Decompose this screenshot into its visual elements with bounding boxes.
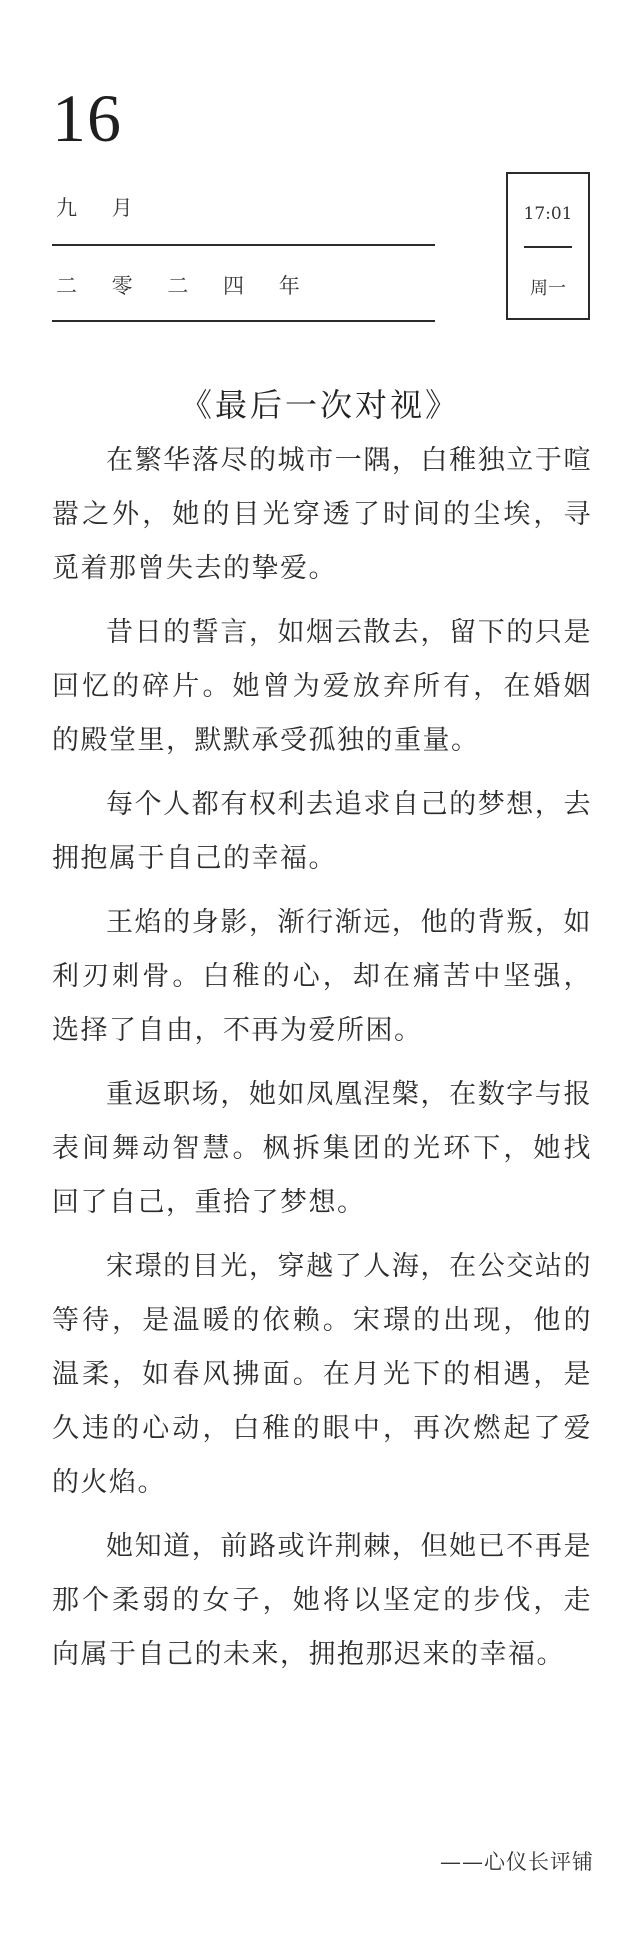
time-box-divider <box>524 246 572 248</box>
divider-line <box>52 320 435 322</box>
date-year: 二 零 二 四 年 <box>56 274 314 298</box>
paragraph-5: 重返职场，她如凤凰涅槃，在数字与报表间舞动智慧。枫拆集团的光环下，她找回了自己，重拾了梦想。 <box>52 1079 592 1218</box>
paragraph-2: 昔日的誓言，如烟云散去，留下的只是回忆的碎片。她曾为爱放弃所有，在婚姻的殿堂里，默默承受孤独的重量。 <box>52 617 592 756</box>
article-body <box>52 434 592 1692</box>
date-day: 16 <box>52 80 122 156</box>
signature: ——心仪长评铺 <box>440 1850 594 1874</box>
paragraph-4: 王焰的身影，渐行渐远，他的背叛，如利刃刺骨。白稚的心，却在痛苦中坚强，选择了自由，不再为爱所困。 <box>52 907 592 1046</box>
article-title: 《最后一次对视》 <box>179 386 460 424</box>
paragraph-3: 每个人都有权利去追求自己的梦想，去拥抱属于自己的幸福。 <box>52 789 592 874</box>
weekday-label: 周一 <box>530 278 566 299</box>
paragraph-7: 她知道，前路或许荆棘，但她已不再是那个柔弱的女子，她将以坚定的步伐，走向属于自己的未来，拥抱那迟来的幸福。 <box>52 1531 592 1670</box>
paragraph-6: 宋璟的目光，穿越了人海，在公交站的等待，是温暖的依赖。宋璟的出现，他的温柔，如春风拂面。在月光下的相遇，是久违的心动，白稚的眼中，再次燃起了爱的火焰。 <box>52 1251 592 1498</box>
time-label: 17:01 <box>523 204 573 224</box>
divider-line <box>52 244 435 246</box>
paragraph-1: 在繁华落尽的城市一隅，白稚独立于喧嚣之外，她的目光穿透了时间的尘埃，寻觅着那曾失去的挚爱。 <box>52 445 592 584</box>
time-box <box>506 172 590 320</box>
date-month: 九 月 <box>56 196 147 220</box>
